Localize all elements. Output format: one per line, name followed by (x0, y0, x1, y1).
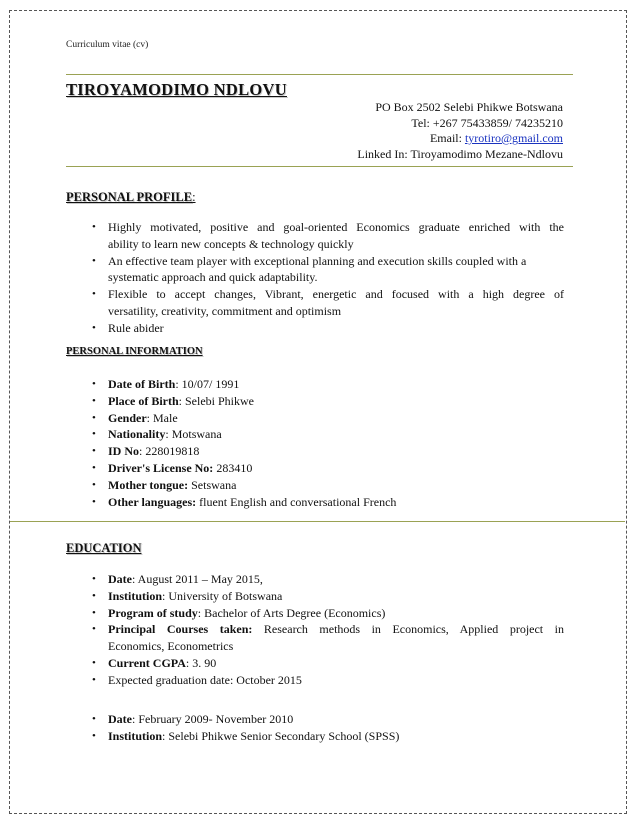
personal-information-heading: PERSONAL INFORMATION (66, 346, 203, 357)
list-item: • Flexible to accept changes, Vibrant, energetic and focused with a high degree of versatility, creativity, commitment and optimism (92, 287, 564, 318)
list-item: • Other languages: fluent English and conversational French (92, 494, 397, 509)
telephone-line: Tel: +267 75433859/ 74235210 (411, 115, 563, 130)
list-item: • Date of Birth: 10/07/ 1991 (92, 377, 240, 391)
candidate-name: TIROYAMODIMO NDLOVU (66, 80, 287, 99)
list-item: • Mother tongue: Setswana (92, 477, 237, 492)
list-item: • Institution: University of Botswana (92, 588, 283, 603)
list-item: • Date: August 2011 – May 2015, (92, 572, 263, 586)
header-divider (66, 74, 573, 75)
list-item: • Date: February 2009- November 2010 (92, 712, 294, 726)
education-heading: EDUCATION (66, 541, 142, 555)
contact-block (243, 100, 563, 162)
linkedin-line: Linked In: Tiroyamodimo Mezane-Ndlovu (357, 146, 563, 161)
list-item: • Rule abider (92, 320, 164, 335)
list-item: • Program of study: Bachelor of Arts Degree (Economics) (92, 605, 386, 620)
list-item: • An effective team player with exceptional planning and execution skills coupled with a systematic approach and quick adaptability. (92, 253, 527, 285)
personal-profile-heading: PERSONAL PROFILE: (66, 190, 196, 204)
list-item: • Current CGPA: 3. 90 (92, 655, 217, 670)
list-item: • Institution: Selebi Phikwe Senior Secondary School (SPSS) (92, 728, 400, 743)
list-item: • Highly motivated, positive and goal-oriented Economics graduate enriched with the ability to learn new concepts & technology quickly (92, 220, 564, 251)
email-line (243, 131, 563, 147)
email-label: Email: (429, 131, 462, 145)
document-header-label: Curriculum vitae (cv) (66, 40, 149, 50)
list-item: • Gender: Male (92, 410, 178, 425)
section-divider (10, 521, 625, 522)
address-line: PO Box 2502 Selebi Phikwe Botswana (375, 100, 563, 114)
list-item: • Principal Courses taken: Research methods in Economics, Applied project in Economics, Econometrics (92, 622, 564, 654)
list-item: • Driver's License No: 283410 (92, 460, 253, 475)
list-item: • ID No: 228019818 (92, 444, 200, 459)
list-item: • Place of Birth: Selebi Phikwe (92, 393, 254, 408)
personal-profile-list (66, 219, 564, 337)
contact-divider (66, 166, 573, 167)
email-link[interactable]: tyrotiro@gmail.com (464, 131, 563, 145)
education-secondary-list (66, 711, 564, 745)
list-item: • Expected graduation date: October 2015 (92, 672, 302, 687)
personal-information-list (66, 376, 564, 510)
education-university-list (66, 571, 564, 689)
list-item: • Nationality: Motswana (92, 427, 222, 442)
